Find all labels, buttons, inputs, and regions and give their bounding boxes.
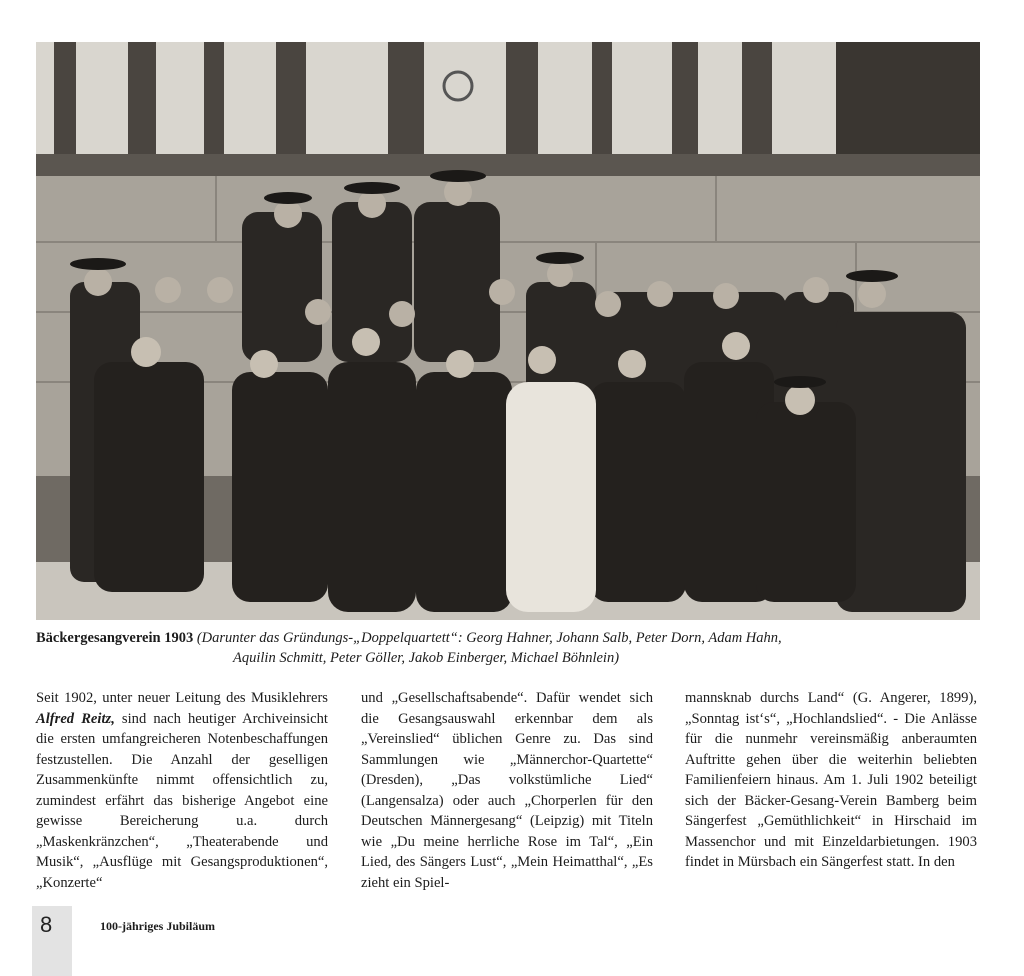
caption-text-line1: (Darunter das Gründungs-„Doppelquartett“: Georg Hahner, Johann Salb, Peter Dorn, Adam Hahn, bbox=[196, 630, 782, 646]
photo-caption bbox=[36, 628, 980, 668]
paragraph-col1 bbox=[36, 688, 328, 893]
group-photo-icon bbox=[36, 42, 980, 620]
caption-title: Bäckergesangverein 1903 bbox=[36, 630, 194, 646]
paragraph-col2: und „Gesellschaftsabende“. Dafür wendet sich die Gesangsauswahl erkennbar dem als „Vereinslied“ üblichen Genre zu. Das sind Sammlungen wie „Männerchor-Quartette“ (Dresden), „Das volkstümliche Lied“ (Langensalza) oder auch „Chorperlen für den Deutschen Männergesang“ (Leipzig) mit Titeln wie „Du meine herrliche Rose im Tal“, „Ein Lied, des Sängers Lust“, „Mein Heimatthal“, „Es zieht ein Spiel- bbox=[361, 690, 653, 891]
group-photograph bbox=[36, 42, 980, 620]
text-column-1 bbox=[36, 688, 328, 893]
col1-body: sind nach heutiger Archiveinsicht die ersten umfangreicheren Notenbeschaffungen festzustellen. Die Anzahl der geselligen Zusammenkünfte nimmt offensichtlich zu, zumindest erfährt das bisherige Angebot eine gewisse Bereicherung u.a. durch „Maskenkränzchen“, „Theaterabende und Musik“, „Ausflüge mit Gesangsproduktionen“, „Konzerte“ bbox=[36, 710, 328, 891]
text-column-3 bbox=[685, 688, 977, 873]
paragraph-col3: mannsknab durchs Land“ (G. Angerer, 1899), „Sonntag ist‘s“, „Hochlandslied“. - Die Anlässe für die nunmehr vereinsmäßig anberaumten Auftritte gehen über die weiterhin beliebten Familienfeiern hinaus. Am 1. Juli 1902 beteiligt sich der Bäcker-Gesang-Verein Bamberg beim Sängerfest „Gemüthlichkeit“ in Hirschaid im Massenchor und mit Einzeldarbietungen. 1903 findet in Mürsbach ein Sängerfest statt. In den bbox=[685, 690, 977, 870]
col1-intro: Seit 1902, unter neuer Leitung des Musiklehrers bbox=[36, 690, 328, 706]
footer-title: 100-jähriges Jubiläum bbox=[100, 919, 216, 933]
text-column-2 bbox=[361, 688, 653, 893]
conductor-name: Alfred Reitz, bbox=[36, 710, 115, 727]
caption-text-line2: Aquilin Schmitt, Peter Göller, Jakob Einberger, Michael Böhnlein) bbox=[233, 650, 620, 666]
page-number: 8 bbox=[40, 912, 53, 937]
